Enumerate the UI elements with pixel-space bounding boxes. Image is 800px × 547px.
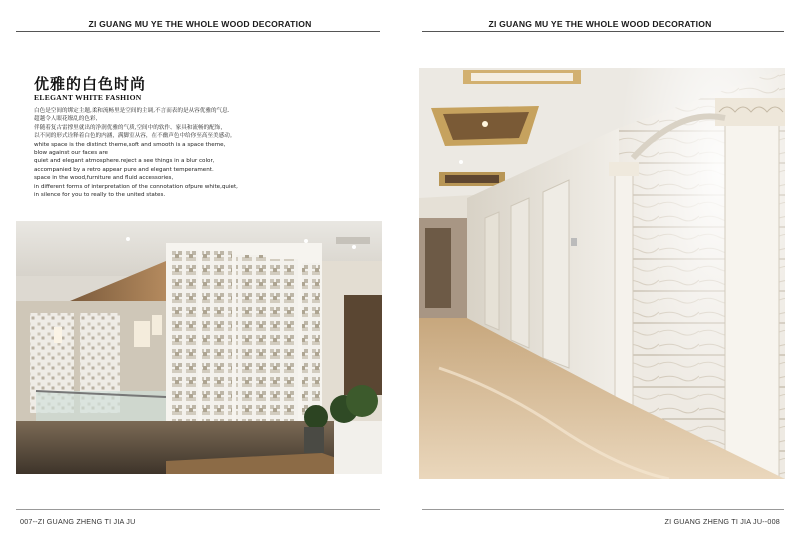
body-line: accompanied by a retro appear pure and elegant temperament.	[34, 166, 214, 173]
right-page	[400, 0, 800, 547]
left-header-rule	[16, 31, 380, 32]
left-footer-rule	[16, 509, 380, 510]
heading-chinese: 优雅的白色时尚	[34, 75, 147, 93]
body-line: in different forms of interpretation of the connotation ofpure white,quiet,	[34, 183, 238, 190]
body-line: white space is the distinct theme,soft and smooth is a space theme,	[34, 141, 226, 148]
body-line: blow against our faces are	[34, 150, 108, 157]
body-line: 超越令人眼花缭乱的色彩,	[34, 116, 98, 123]
heading-english: ELEGANT WHITE FASHION	[34, 93, 142, 102]
left-page-number: 007--ZI GUANG ZHENG TI JIA JU	[20, 517, 136, 526]
right-footer-rule	[422, 509, 784, 510]
body-text	[34, 107, 334, 199]
body-line: 伴随着复古雷撑里就出的净润优雅的气质,空间中的软作、家具和流畅的配饰，	[34, 124, 226, 131]
body-line: 以不同的形式诠释着白色的内涵，满脚室从容，在不幽声色中给你至高至美感动。	[34, 133, 236, 140]
lobby-photo	[16, 221, 382, 474]
left-header-title: ZI GUANG MU YE THE WHOLE WOOD DECORATION	[88, 19, 312, 29]
body-line: in silence for you to really to the united states.	[34, 192, 166, 199]
body-line: quiet and elegant atmosphere.reject a see things in a blur color,	[34, 158, 215, 165]
right-page-number: ZI GUANG ZHENG TI JIA JU--008	[664, 517, 780, 526]
right-header-title: ZI GUANG MU YE THE WHOLE WOOD DECORATION	[488, 19, 712, 29]
corridor-photo	[419, 68, 785, 479]
right-header-rule	[422, 31, 784, 32]
body-line: space in the wood,furniture and fluid accessories,	[34, 175, 174, 182]
body-line: 白色是空间的绑定主题,柔和流畅里是空间的主调,不言而表的是从容优雅的气息.	[34, 108, 230, 114]
